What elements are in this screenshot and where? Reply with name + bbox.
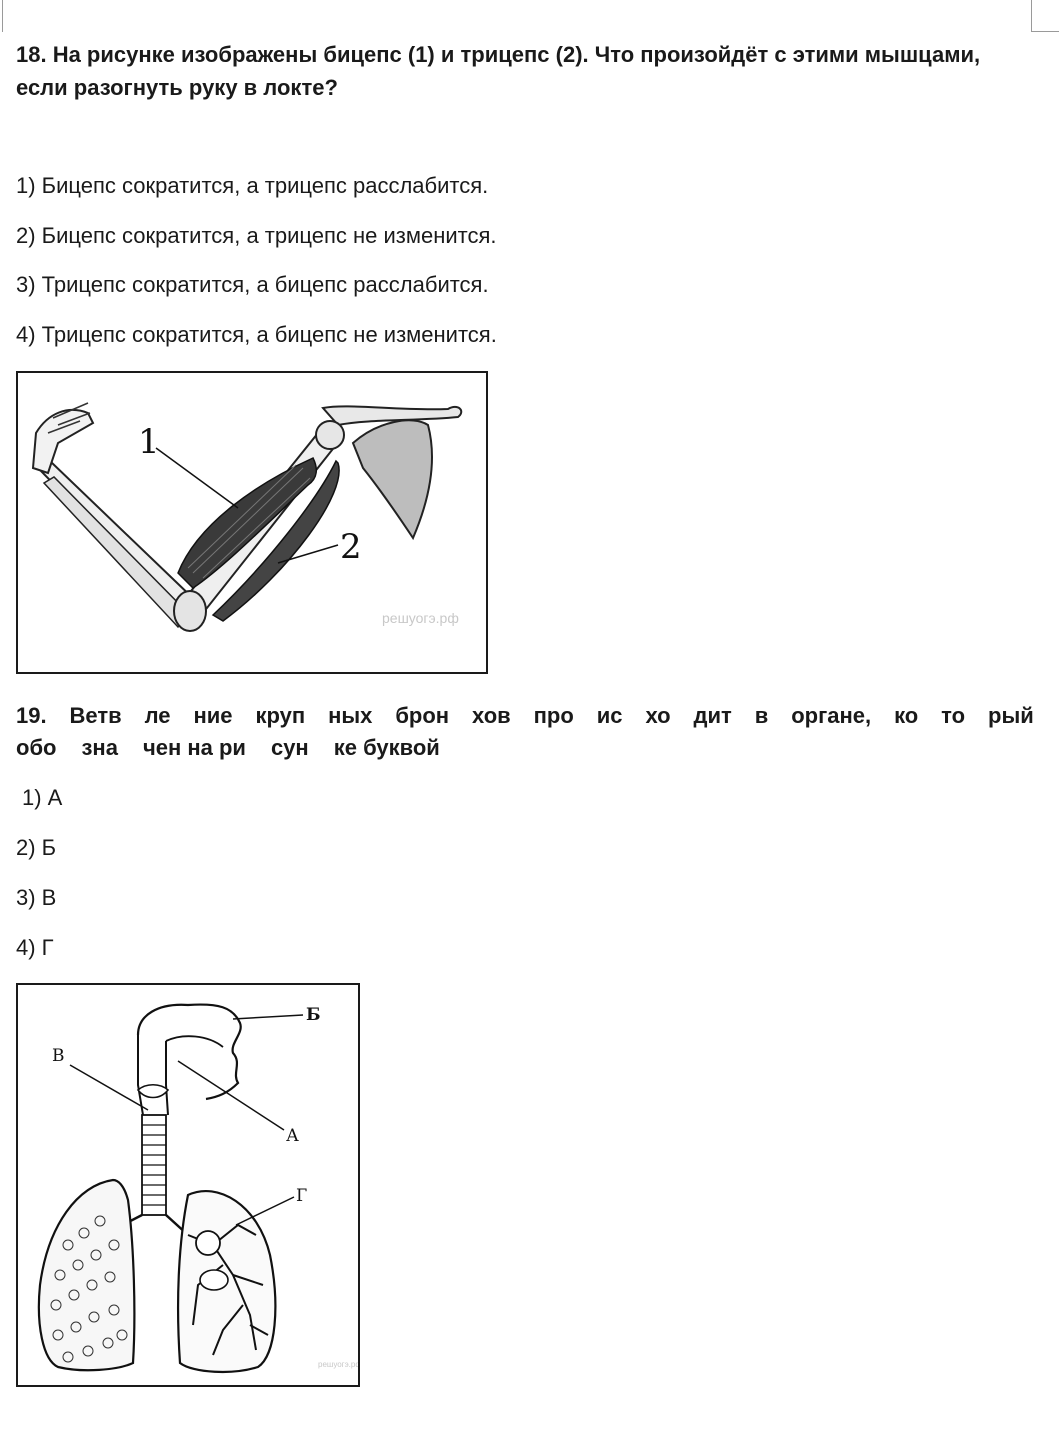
question-19-line1 xyxy=(16,700,1034,732)
biceps-label: 1 xyxy=(138,422,160,462)
question-19-line2 xyxy=(16,732,1034,764)
q19-word: 19. xyxy=(16,703,47,728)
q19-word: хо xyxy=(645,703,671,728)
q19-word: ис xyxy=(596,703,623,728)
q18-option-3: 3) Трицепс сократится, а бицепс расслабится. xyxy=(16,272,489,297)
q18-option-4: 4) Трицепс сократится, а бицепс не изменится. xyxy=(16,322,497,347)
q19-word: в xyxy=(754,703,769,728)
q19-word: ко xyxy=(894,703,919,728)
watermark: решуогэ.рф xyxy=(382,610,459,626)
q19-word: Ветв xyxy=(69,703,122,728)
q19-word: рый xyxy=(988,703,1034,728)
q19-word: органе, xyxy=(791,703,872,728)
crop-mark-right xyxy=(1031,0,1032,32)
q19-option-3: 3) В xyxy=(16,885,57,910)
label-g: Г xyxy=(296,1186,308,1206)
q19-word: хов xyxy=(472,703,511,728)
q19-word: зна xyxy=(81,735,118,760)
crop-mark-left xyxy=(2,0,3,32)
q19-option-4: 4) Г xyxy=(16,935,54,960)
q19-word: обо xyxy=(16,735,57,760)
label-b: Б xyxy=(306,1005,321,1025)
crop-mark-right-h xyxy=(1031,31,1059,32)
q18-option-2: 2) Бицепс сократится, а трицепс не изменится. xyxy=(16,223,497,248)
question-18-title xyxy=(16,38,1046,104)
label-a: А xyxy=(286,1126,299,1146)
triceps-label: 2 xyxy=(340,527,362,567)
label-v: В xyxy=(52,1046,65,1066)
respiratory-system-figure xyxy=(16,983,360,1387)
arm-muscles-figure xyxy=(16,371,488,674)
q18-option-1: 1) Бицепс сократится, а трицепс расслабится. xyxy=(16,173,489,198)
question-18-title-line2: если разогнуть руку в локте? xyxy=(16,75,338,100)
q19-option-2: 2) Б xyxy=(16,835,57,860)
question-18-title-line1: 18. На рисунке изображены бицепс (1) и трицепс (2). Что произойдёт с этими мышцами, xyxy=(16,42,981,67)
q19-word: ных xyxy=(328,703,373,728)
watermark: решуогэ.рф xyxy=(318,1360,358,1369)
q19-word: про xyxy=(533,703,574,728)
q19-word: круп xyxy=(255,703,306,728)
q19-word: сун xyxy=(270,735,309,760)
q19-word: дит xyxy=(693,703,732,728)
question-19-title xyxy=(16,700,1034,764)
arm-illustration xyxy=(18,373,486,672)
respiratory-illustration xyxy=(18,985,358,1385)
q19-word: брон xyxy=(395,703,450,728)
q19-word: чен на ри xyxy=(142,735,246,760)
q19-option-1: 1) А xyxy=(22,785,63,810)
q19-word: ле xyxy=(144,703,171,728)
q19-word: то xyxy=(941,703,966,728)
q19-word: ние xyxy=(193,703,233,728)
q19-word: ке буквой xyxy=(333,735,440,760)
